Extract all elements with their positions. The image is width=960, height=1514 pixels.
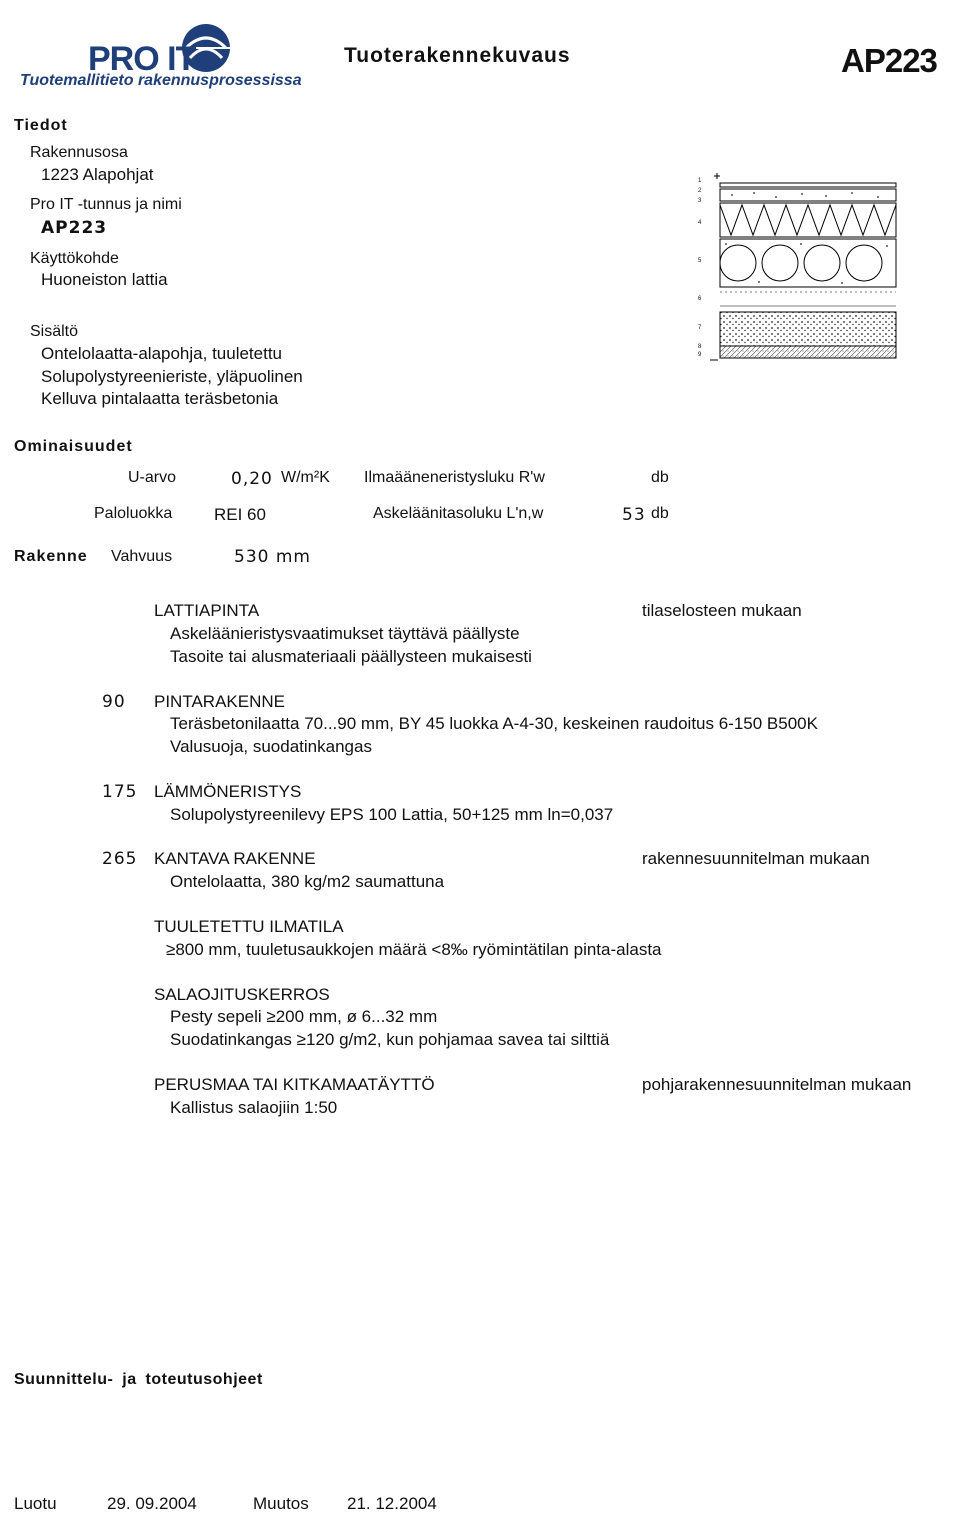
modified-date: 21. 12.2004 [347,1494,437,1513]
u-value-unit: W/m²K [281,469,330,486]
layer-line: Askeläänieristysvaatimukset täyttävä päällyste [170,624,520,643]
thickness-label: Vahvuus [111,548,173,565]
layer-depth: 175 [102,782,138,802]
layer-line: Pesty sepeli ≥200 mm, ø 6...32 mm [170,1007,438,1026]
modified-label: Muutos [253,1494,309,1513]
layer-number: 6 [698,296,702,302]
created-label: Luotu [14,1494,57,1513]
tunnus-label: Pro IT -tunnus ja nimi [30,196,182,213]
rakennusosa-value: 1223 Alapohjat [41,165,154,184]
layer-title: PERUSMAA TAI KITKAMAATÄYTTÖ [154,1075,435,1094]
layer-number: 2 [698,188,702,194]
kayttokohde-label: Käyttökohde [30,250,119,267]
layer-title: LÄMMÖNERISTYS [154,782,302,801]
layer-line: Ontelolaatta, 380 kg/m2 saumattuna [170,872,445,891]
layer-number: 7 [698,325,702,331]
layer-note: tilaselosteen mukaan [642,601,802,620]
layer-title: PINTARAKENNE [154,692,285,711]
layer-title: KANTAVA RAKENNE [154,849,316,868]
layer-number: 4 [698,220,702,226]
document-code: AP223 [841,42,937,79]
section-title-info: Tiedot [14,117,68,134]
layer-line: Teräsbetonilaatta 70...90 mm, BY 45 luokka A-4-30, keskeinen raudoitus 6-150 B500K [170,714,818,733]
layer-depth: 90 [102,692,126,712]
layer-line: ≥800 mm, tuuletusaukkojen määrä <8‰ ryömintätilan pinta-alasta [166,940,662,959]
fire-class-label: Paloluokka [94,505,173,522]
logo-text: PRO IT [88,40,196,78]
layer-number: 1 [698,178,702,184]
layer-line: Kallistus salaojiin 1:50 [170,1098,338,1117]
created-date: 29. 09.2004 [107,1494,197,1513]
logo [20,22,302,94]
section-title-instructions: Suunnittelu- ja toteutusohjeet [14,1371,263,1388]
kayttokohde-value: Huoneiston lattia [41,270,168,289]
layer-line: Solupolystyreenilevy EPS 100 Lattia, 50+125 mm ln=0,037 [170,805,614,824]
thickness-value: 530 mm [234,547,311,567]
structure-section-drawing [692,170,902,366]
layer-number: 8 [698,344,702,350]
u-value: 0,20 [231,469,273,489]
layer-line: Valusuoja, suodatinkangas [170,737,372,756]
layer-title: LATTIAPINTA [154,601,260,620]
document-title: Tuoterakennekuvaus [344,44,571,67]
sisalto-label: Sisältö [30,323,79,340]
rakennusosa-label: Rakennusosa [30,144,128,161]
layer-number: 5 [698,258,702,264]
layer-number: 3 [698,198,702,204]
layer-depth: 265 [102,849,138,869]
layer-title: SALAOJITUSKERROS [154,985,330,1004]
airborne-sound-label: Ilmaääneneristysluku R'w [364,469,545,486]
impact-sound-unit: db [651,505,669,522]
sisalto-line: Kelluva pintalaatta teräsbetonia [41,389,279,408]
sisalto-line: Ontelolaatta-alapohja, tuuletettu [41,344,283,363]
airborne-sound-unit: db [651,469,669,486]
impact-sound-value: 53 [622,505,646,525]
fire-class-value: REI 60 [214,505,266,524]
layer-number: 9 [698,352,702,358]
u-value-label: U-arvo [128,469,177,486]
sisalto-line: Solupolystyreenieriste, yläpuolinen [41,367,303,386]
layer-diagram-icon [692,170,902,366]
tunnus-value: AP223 [41,218,108,238]
layer-line: Suodatinkangas ≥120 g/m2, kun pohjamaa savea tai silttiä [170,1030,610,1049]
layer-title: TUULETETTU ILMATILA [154,917,344,936]
layer-line: Tasoite tai alusmateriaali päällysteen mukaisesti [170,647,532,666]
layer-note: pohjarakennesuunnitelman mukaan [642,1075,912,1094]
section-title-properties: Ominaisuudet [14,438,133,455]
logo-subtitle: Tuotemallitieto rakennusprosessissa [20,72,302,89]
impact-sound-label: Askeläänitasoluku L'n,w [373,505,544,522]
layer-note: rakennesuunnitelman mukaan [642,849,870,868]
section-title-structure: Rakenne [14,548,88,565]
